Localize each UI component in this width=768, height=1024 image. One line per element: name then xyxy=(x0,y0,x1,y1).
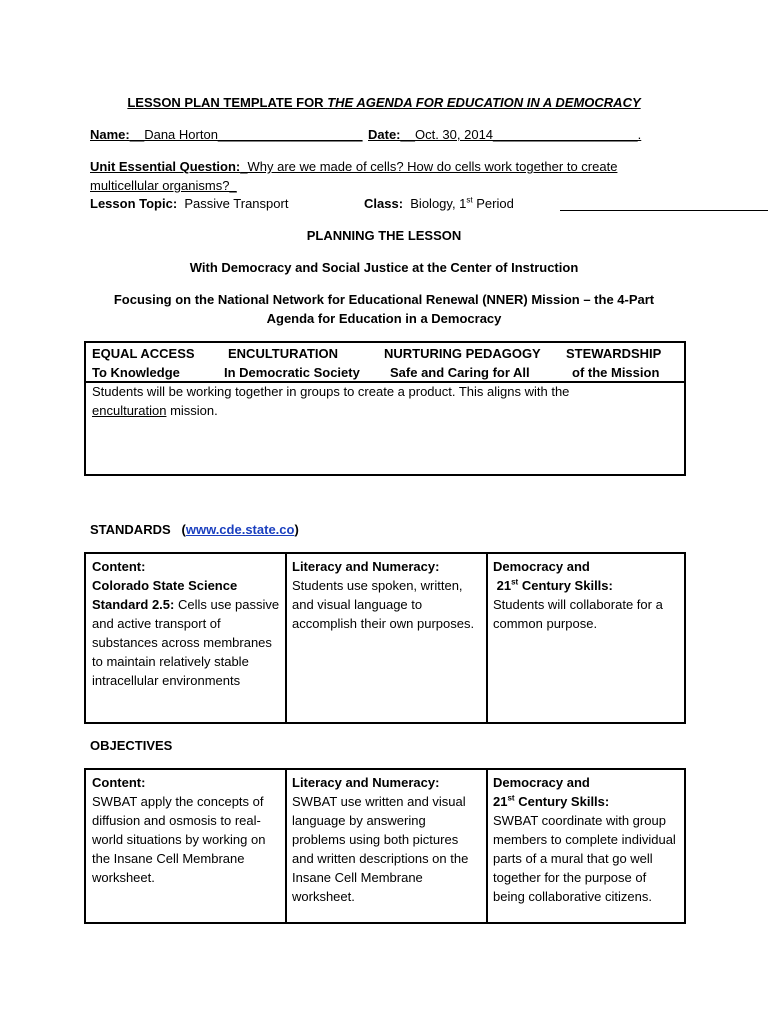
standards-literacy-text: Students use spoken, written, and visual language to accomplish their own purposes. xyxy=(292,578,475,631)
document-title xyxy=(0,94,768,112)
title-prefix: LESSON PLAN TEMPLATE FOR xyxy=(127,95,328,110)
objectives-content-title: Content: xyxy=(92,775,146,790)
planning-subheading: With Democracy and Social Justice at the Center of Instruction xyxy=(189,260,579,275)
agenda-header-equal-access: EQUAL ACCESS xyxy=(92,346,195,361)
agenda-body-rest: mission. xyxy=(166,403,218,418)
standards-literacy-title: Literacy and Numeracy: xyxy=(292,559,440,574)
standards-content-title: Content: xyxy=(92,559,146,574)
agenda-table xyxy=(84,341,686,476)
standards-content-bold: Colorado State Science Standard 2.5: xyxy=(92,578,238,612)
planning-mission-line2: Agenda for Education in a Democracy xyxy=(266,311,502,326)
agenda-header-nurturing-sub: Safe and Caring for All xyxy=(390,365,530,380)
unit-question-text: _Why are we made of cells? How do cells work together to create xyxy=(240,159,618,174)
name-value: __Dana Horton____________________ xyxy=(129,127,363,142)
class-value-post: Period xyxy=(472,196,514,211)
objectives-democracy-title: Democracy and xyxy=(493,775,590,790)
class-label: Class: xyxy=(364,196,404,211)
agenda-header-enculturation: ENCULTURATION xyxy=(228,346,339,361)
standards-table xyxy=(84,552,686,724)
agenda-header-nurturing: NURTURING PEDAGOGY xyxy=(384,346,541,361)
objectives-literacy-title: Literacy and Numeracy: xyxy=(292,775,440,790)
class-sup: st xyxy=(466,195,473,205)
objectives-label: OBJECTIVES xyxy=(90,738,173,753)
name-label: Name: xyxy=(90,127,130,142)
agenda-header-enculturation-sub: In Democratic Society xyxy=(224,365,360,380)
objectives-democracy-text: SWBAT coordinate with group members to complete individual parts of a mural that go well together for the purpose of being collaborative citizens. xyxy=(493,813,676,904)
agenda-header-stewardship-sub: of the Mission xyxy=(572,365,660,380)
standards-21-sup: st xyxy=(511,577,519,587)
paren-open: ( xyxy=(181,522,186,537)
cde-link[interactable]: www.cde.state.co xyxy=(185,522,295,537)
agenda-body-text-cont xyxy=(92,402,218,420)
unit-question xyxy=(90,158,617,176)
objectives-century-skills: Century Skills: xyxy=(514,794,610,809)
lesson-topic-label: Lesson Topic: xyxy=(90,196,178,211)
lesson-topic-value: Passive Transport xyxy=(184,196,289,211)
agenda-body-text: Students will be working together in groups to create a product. This aligns with the xyxy=(92,384,570,399)
enculturation-word: enculturation xyxy=(92,403,167,418)
class-value: Biology, 1 xyxy=(410,196,467,211)
underline-extension xyxy=(560,210,768,211)
standards-content-text: Cells use passive and active transport of substances across membranes to maintain relatively stable intracellular environments xyxy=(92,597,280,688)
name-row xyxy=(90,126,363,144)
date-label: Date: xyxy=(368,127,401,142)
date-row xyxy=(368,126,641,144)
objectives-21-sup: st xyxy=(507,793,515,803)
agenda-header-stewardship: STEWARDSHIP xyxy=(566,346,662,361)
standards-democracy-cell xyxy=(487,554,685,722)
class-info xyxy=(364,195,514,213)
standards-label-row xyxy=(90,521,299,539)
standards-century-skills: Century Skills: xyxy=(518,578,613,593)
agenda-header-equal-access-sub: To Knowledge xyxy=(92,365,180,380)
objectives-literacy-cell xyxy=(286,770,486,922)
paren-close: ) xyxy=(294,522,299,537)
objectives-literacy-text: SWBAT use written and visual language by answering problems using both pictures and written descriptions on the Insane Cell Membrane worksheet. xyxy=(292,794,469,904)
objectives-table xyxy=(84,768,686,924)
planning-heading: PLANNING THE LESSON xyxy=(306,228,462,243)
planning-mission-line1: Focusing on the National Network for Educational Renewal (NNER) Mission – the 4-Part xyxy=(113,292,655,307)
objectives-content-cell xyxy=(86,770,286,922)
standards-21-number: 21 xyxy=(496,578,512,593)
standards-content-cell xyxy=(86,554,286,722)
title-italic: THE AGENDA FOR EDUCATION IN A DEMOCRACY xyxy=(327,95,641,110)
unit-question-text-cont: multicellular organisms?_ xyxy=(90,178,237,193)
objectives-21-number: 21 xyxy=(493,794,508,809)
objectives-content-text: SWBAT apply the concepts of diffusion and osmosis to real-world situations by working on the Insane Cell Membrane worksheet. xyxy=(92,794,266,885)
objectives-democracy-cell xyxy=(487,770,685,922)
standards-label: STANDARDS xyxy=(90,522,171,537)
standards-literacy-cell xyxy=(286,554,486,722)
unit-question-label: Unit Essential Question: xyxy=(90,159,241,174)
standards-democracy-text: Students will collaborate for a common purpose. xyxy=(493,597,663,631)
lesson-topic xyxy=(90,195,288,213)
date-value: __Oct. 30, 2014____________________. xyxy=(400,127,642,142)
standards-democracy-title: Democracy and xyxy=(493,559,590,574)
